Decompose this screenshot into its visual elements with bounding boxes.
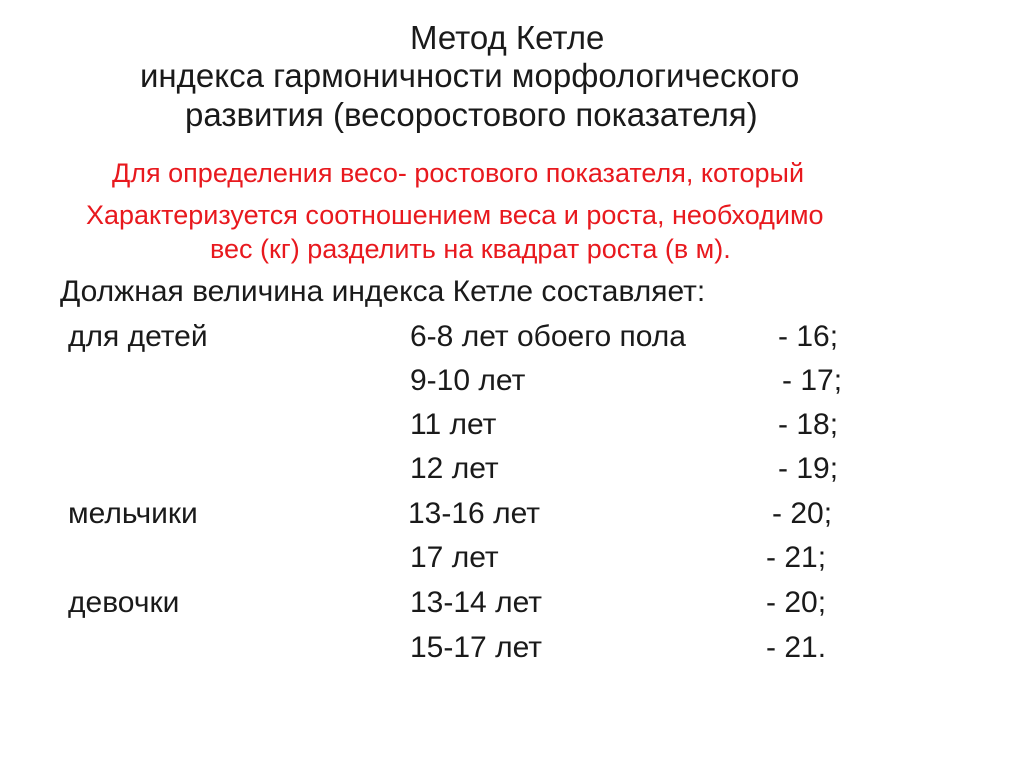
norm-age: 13-16 лет: [408, 497, 540, 530]
norm-value: - 20;: [766, 586, 827, 619]
norms-intro: Должная величина индекса Кетле составляет:: [60, 275, 706, 308]
norm-age: 12 лет: [410, 452, 499, 485]
norm-group: девочки: [68, 586, 180, 619]
title-line-3: развития (весоростового показателя): [185, 96, 758, 133]
title-line-2: индекса гармоничности морфологического: [140, 57, 800, 94]
norm-value: - 19;: [778, 452, 839, 485]
title-line-1: Метод Кетле: [410, 19, 605, 56]
norm-group: для детей: [68, 320, 208, 353]
norm-age: 11 лет: [410, 408, 497, 441]
norm-value: - 20;: [772, 497, 833, 530]
description-line-1: Для определения весо- ростового показателя, который: [112, 158, 805, 188]
norm-age: 15-17 лет: [410, 631, 542, 664]
norm-value: - 21.: [766, 631, 827, 664]
norm-age: 9-10 лет: [410, 364, 526, 397]
norm-age: 6-8 лет обоего пола: [410, 320, 686, 353]
norm-age: 13-14 лет: [410, 586, 542, 619]
norm-value: - 18;: [778, 408, 839, 441]
norm-value: - 17;: [782, 364, 843, 397]
norm-group: мельчики: [68, 497, 198, 530]
norm-value: - 16;: [778, 320, 839, 353]
norm-value: - 21;: [766, 541, 827, 574]
description-line-2: Характеризуется соотношением веса и роста, необходимо: [86, 200, 824, 230]
description-line-3: вес (кг) разделить на квадрат роста (в м).: [210, 234, 731, 264]
norm-age: 17 лет: [410, 541, 499, 574]
